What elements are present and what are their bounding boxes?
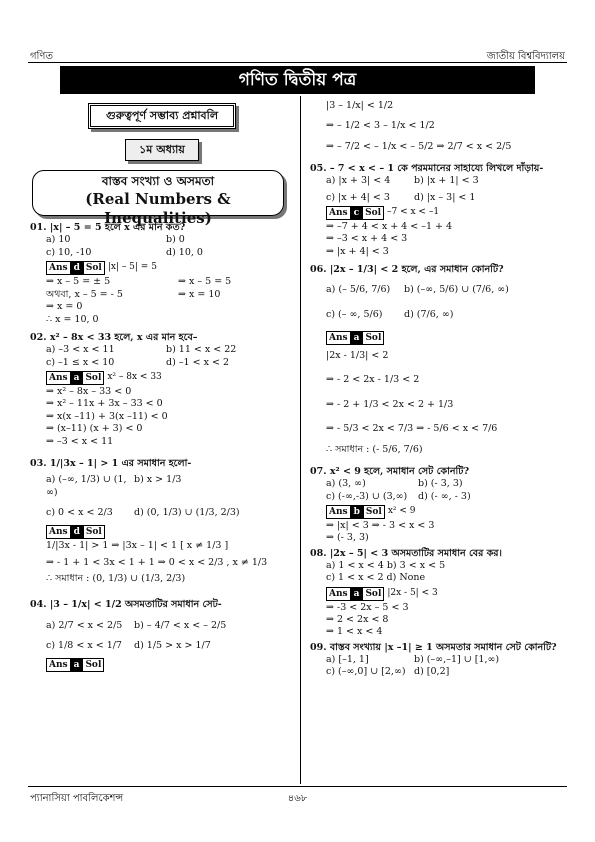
options-09 [310, 654, 572, 679]
sol-line: ⇒ –3 < x < 11 [46, 435, 114, 447]
ans-key: a [351, 587, 363, 601]
solution-04-continued [310, 100, 572, 153]
ans-label: Ans [326, 206, 351, 220]
header-university: জাতীয় বিশ্ববিদ্যালয় [486, 51, 565, 62]
option: d) |x – 3| < 1 [414, 191, 476, 203]
options-08 [310, 560, 572, 585]
option: a) |x + 3| < 4 [326, 175, 391, 187]
sol-label: Sol [362, 587, 384, 601]
sol-line: অথবা, x – 5 = - 5 [46, 288, 123, 300]
question-05: 05. – 7 < x < – 1 কে পরমমানের সাহায্যে লিখলে দাঁড়ায়- [310, 163, 544, 175]
sol-start: x² < 9 [387, 506, 416, 517]
option: d) 1/5 > x > 1/7 [134, 639, 211, 651]
option: a) (– 5/6, 7/6) [326, 284, 391, 296]
question-02: 02. x² – 8x < 33 হলে, x এর মান হবে– [30, 332, 198, 344]
sol-line: ⇒ - 2 + 1/3 < 2x < 2 + 1/3 [326, 398, 454, 410]
option: c) (–∞,0] ∪ [2,∞) [326, 666, 406, 678]
option: c) 1 < x < 2 d) None [326, 572, 426, 584]
sol-start: |x| – 5| = 5 [107, 262, 157, 273]
sol-line: ⇒ x² – 11x + 3x – 33 < 0 [46, 398, 163, 410]
sol-line: ⇒ – 7/2 < – 1/x < – 5/2 ⇒ 2/7 < x < 2/5 [326, 140, 512, 152]
solution-07 [310, 520, 572, 545]
sol-line: ⇒ –7 + 4 < x + 4 < –1 + 4 [326, 221, 453, 233]
ans-label: Ans [46, 658, 71, 672]
sol-label: Sol [82, 658, 104, 672]
sol-line: ⇒ - 2 < 2x - 1/3 < 2 [326, 374, 420, 386]
page-title-banner: গণিত দ্বিতীয় পত্র [60, 66, 535, 94]
ans-label: Ans [326, 587, 351, 601]
option: b) 0 [166, 234, 185, 246]
option: a) 1 < x < 4 b) 3 < x < 5 [326, 559, 446, 571]
options-07 [310, 478, 572, 503]
options-02 [30, 344, 292, 369]
option: c) (– ∞, 5/6) [326, 308, 383, 320]
option: a) 2/7 < x < 2/5 [46, 619, 123, 631]
option: c) 1/8 < x < 1/7 [46, 639, 122, 651]
answer-07 [326, 505, 416, 519]
options-04 [30, 620, 292, 632]
option: b) – 4/7 < x < – 2/5 [134, 619, 227, 631]
sol-line: ∴ সমাধান : (0, 1/3) ∪ (1/3, 2/3) [46, 572, 186, 584]
option: c) 10, -10 [46, 246, 92, 258]
sol-label: Sol [362, 331, 384, 345]
ans-key: d [71, 261, 83, 275]
sol-line: ∴ x = 10, 0 [46, 313, 99, 325]
sol-line: |3 – 1/x| < 1/2 [326, 100, 394, 111]
sol-start: |2x - 5| < 3 [387, 587, 438, 598]
sol-line: ⇒ - 5/3 < 2x < 7/3 ⇒ - 5/6 < x < 7/6 [326, 423, 498, 435]
sol-line: ⇒ -3 < 2x – 5 < 3 [326, 601, 409, 613]
footer-publisher: প্যানাসিয়া পাবলিকেশন্স [30, 793, 124, 804]
ans-key: b [351, 505, 363, 519]
question-07: 07. x² < 9 হলে, সমাধান সেট কোনটি? [310, 465, 470, 477]
ans-key: c [351, 206, 362, 220]
ans-key: a [71, 658, 83, 672]
solution-02 [30, 386, 292, 448]
sol-label: Sol [82, 371, 104, 385]
sol-line: ⇒ (- 3, 3) [326, 532, 369, 544]
option: d) (0, 1/3) ∪ (1/3, 2/3) [134, 506, 240, 518]
page-number: ৪৬৮ [287, 793, 308, 804]
sol-line: ⇒ (x–11) (x + 3) < 0 [46, 423, 143, 435]
option: d) (- ∞, - 3) [418, 490, 471, 502]
solution-05 [310, 221, 572, 258]
answer-05 [326, 206, 439, 220]
ans-label: Ans [46, 261, 71, 275]
sol-line: ⇒ |x| < 3 ⇒ - 3 < x < 3 [326, 519, 435, 531]
sol-line: ⇒ x – 5 = 5 [178, 276, 232, 288]
right-column [310, 100, 572, 679]
option: c) 0 < x < 2/3 [46, 506, 113, 518]
question-04: 04. |3 – 1/x| < 1/2 অসমতাটির সমাধান সেট- [30, 599, 222, 611]
answer-02 [46, 371, 162, 385]
question-01: 01. |x| – 5 = 5 হলে x এর মান কত? [30, 222, 186, 233]
question-06: 06. |2x – 1/3| < 2 হলে, এর সমাধান কোনটি? [310, 264, 504, 276]
options-06b [310, 309, 572, 321]
sol-label: Sol [83, 261, 105, 275]
option: d) 10, 0 [166, 246, 203, 258]
sol-label: Sol [83, 525, 105, 539]
option: d) [0,2] [414, 666, 450, 678]
ans-label: Ans [46, 371, 71, 385]
options-06 [310, 284, 572, 296]
sol-line: |2x - 1/3| < 2 [326, 350, 389, 362]
solution-06 [310, 346, 572, 456]
option: a) (–∞, 1/3) ∪ (1, ∞) [46, 474, 127, 498]
footer-rule [28, 786, 567, 787]
sol-start: –7 < x < –1 [387, 207, 440, 218]
option: b) 11 < x < 22 [166, 344, 237, 356]
option: b) |x + 1| < 3 [414, 175, 479, 187]
option: b) (–∞, 5/6) ∪ (7/6, ∞) [404, 284, 509, 296]
options-05b [310, 192, 572, 204]
ans-label: Ans [326, 331, 351, 345]
option: c) –1 ≤ x < 10 [46, 356, 115, 368]
topic-english: (Real Numbers & Inequalities) [85, 189, 231, 228]
header-subject: গণিত [30, 51, 53, 62]
option: a) –3 < x < 11 [46, 344, 115, 356]
question-03: 03. 1/|3x – 1| > 1 এর সমাধান হলো- [30, 457, 192, 469]
ans-key: a [71, 371, 83, 385]
option: d) –1 < x < 2 [166, 356, 230, 368]
sol-line: ⇒ –3 < x + 4 < 3 [326, 233, 408, 245]
sol-label: Sol [363, 505, 385, 519]
solution-01 [30, 276, 292, 326]
chapter-box: ১ম অধ্যায় [125, 139, 199, 161]
option: b) x > 1/3 [134, 474, 182, 486]
options-01 [30, 234, 292, 259]
options-05 [310, 175, 572, 187]
sol-line: 1/|3x - 1| > 1 ⇒ |3x – 1| < 1 [ x ≠ 1/3 ] [46, 540, 229, 552]
option: c) |x + 4| < 3 [326, 191, 390, 203]
option: a) [–1, 1] [326, 653, 369, 665]
sol-line: ∴ সমাধান : (- 5/6, 7/6) [326, 443, 423, 455]
ans-label: Ans [46, 525, 71, 539]
options-04b [30, 640, 292, 652]
sol-line: ⇒ – 1/2 < 3 – 1/x < 1/2 [326, 120, 435, 132]
sol-line: ⇒ x – 5 = ± 5 [46, 276, 111, 288]
option: b) (–∞,–1] ∪ [1,∞) [414, 653, 500, 665]
sol-line: ⇒ - 1 + 1 < 3x < 1 + 1 ⇒ 0 < x < 2/3 , x ≠ 1/3 [46, 556, 268, 568]
option: d) (7/6, ∞) [404, 308, 454, 320]
options-03 [30, 474, 292, 499]
option: a) (3, ∞) [326, 478, 366, 490]
header-rule [28, 62, 567, 63]
sol-line: ⇒ 1 < x < 4 [326, 626, 383, 638]
sol-line: ⇒ x² – 8x – 33 < 0 [46, 386, 132, 398]
answer-04 [46, 658, 104, 672]
option: c) (-∞,-3) ∪ (3,∞) [326, 490, 408, 502]
option: a) 10 [46, 234, 71, 246]
ans-label: Ans [326, 505, 351, 519]
sol-label: Sol [362, 206, 384, 220]
sol-line: ⇒ 2 < 2x < 8 [326, 613, 389, 625]
column-divider [300, 96, 301, 784]
sol-line: ⇒ x = 0 [46, 301, 83, 313]
sol-line: ⇒ x = 10 [178, 289, 221, 301]
sol-start: x² – 8x < 33 [107, 372, 162, 383]
left-column [30, 103, 292, 673]
option: b) (- 3, 3) [418, 478, 463, 490]
solution-08 [310, 602, 572, 639]
answer-03 [46, 525, 105, 539]
ans-key: d [71, 525, 83, 539]
answer-06 [326, 331, 384, 345]
answer-01 [46, 261, 157, 275]
options-03b [30, 507, 292, 519]
answer-08 [326, 587, 438, 601]
question-08: 08. |2x – 5| < 3 অসমতাটির সমাধান বের কর। [310, 547, 502, 559]
topic-bengali: বাস্তব সংখ্যা ও অসমতা [101, 174, 215, 188]
important-questions-box: গুরুত্বপূর্ণ সম্ভাব্য প্রশ্নাবলি [88, 103, 236, 129]
solution-03 [30, 540, 292, 585]
ans-key: a [351, 331, 363, 345]
sol-line: ⇒ x(x –11) + 3(x –11) < 0 [46, 410, 168, 422]
question-09: 09. বাস্তব সংখ্যায় |x –1| ≥ 1 অসমতার সমাধান সেট কোনটি? [310, 641, 557, 653]
sol-line: ⇒ |x + 4| < 3 [326, 245, 389, 257]
